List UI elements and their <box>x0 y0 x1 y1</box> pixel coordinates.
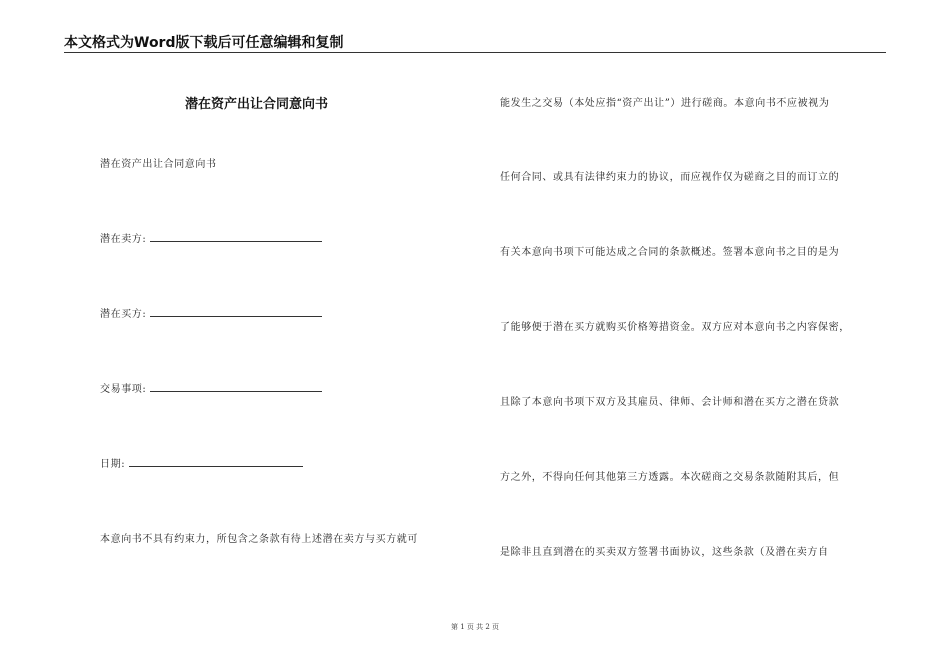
document-subtitle: 潜在资产出让合同意向书 <box>100 159 217 170</box>
date-field <box>100 455 303 470</box>
buyer-blank-line <box>150 306 322 317</box>
matter-field <box>100 380 322 395</box>
seller-blank-line <box>150 231 322 242</box>
seller-label: 潜在卖方: <box>100 234 147 245</box>
matter-label: 交易事项: <box>100 384 147 395</box>
buyer-field <box>100 305 322 320</box>
buyer-label: 潜在买方: <box>100 309 147 320</box>
body-paragraph-line: 任何合同、或具有法律约束力的协议，而应视作仅为磋商之目的而订立的 <box>500 172 840 183</box>
page-footer: 第 1 页 共 2 页 <box>450 623 500 631</box>
body-paragraph-line: 本意向书不具有约束力，所包含之条款有待上述潜在卖方与买方就可 <box>100 534 418 545</box>
page-header <box>64 30 886 53</box>
header-text: 本文格式为Word版下载后可任意编辑和复制 <box>64 35 344 51</box>
date-label: 日期: <box>100 459 126 470</box>
body-paragraph-line: 能发生之交易（本处应指“资产出让”）进行磋商。本意向书不应被视为 <box>500 98 830 109</box>
seller-field <box>100 230 322 245</box>
date-blank-line <box>129 456 303 467</box>
body-paragraph-line: 且除了本意向书项下双方及其雇员、律师、会计师和潜在买方之潜在贷款 <box>500 397 840 408</box>
body-paragraph-line: 是除非且直到潜在的买卖双方签署书面协议，这些条款（及潜在卖方自 <box>500 547 829 558</box>
body-paragraph-line: 了能够便于潜在买方就购买价格筹措资金。双方应对本意向书之内容保密， <box>500 322 850 333</box>
body-paragraph-line: 方之外，不得向任何其他第三方透露。本次磋商之交易条款随附其后，但 <box>500 472 840 483</box>
body-paragraph-line: 有关本意向书项下可能达成之合同的条款概述。签署本意向书之目的是为 <box>500 247 840 258</box>
matter-blank-line <box>150 381 322 392</box>
document-title: 潜在资产出让合同意向书 <box>185 97 329 112</box>
